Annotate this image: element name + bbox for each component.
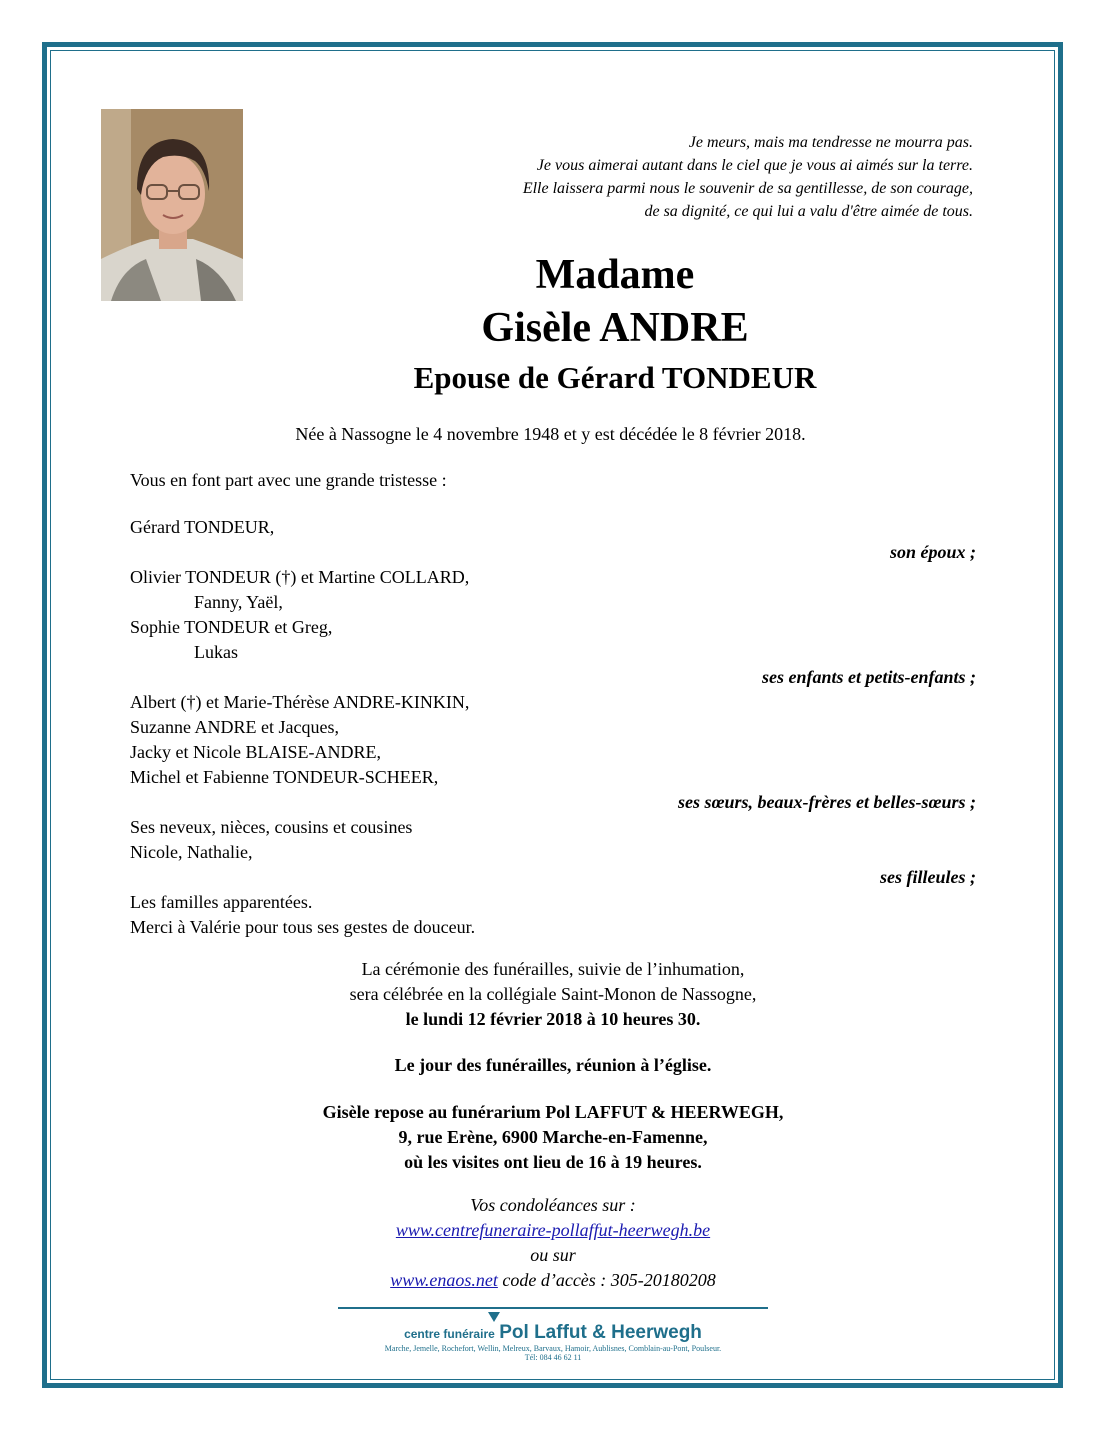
access-code: code d’accès : 305-20180208 — [502, 1270, 716, 1290]
quote-line: Je meurs, mais ma tendresse ne mourra pas. — [688, 134, 973, 151]
repose-info — [130, 1100, 976, 1175]
announcement-body — [130, 468, 976, 940]
family-line: Fanny, Yaël, — [194, 592, 283, 612]
quote-line: Elle laissera parmi nous le souvenir de sa gentillesse, de son courage, — [522, 180, 973, 197]
ceremony-info — [130, 957, 976, 1032]
spouse-line: Epouse de Gérard TONDEUR — [413, 360, 817, 395]
condolences-or: ou sur — [530, 1245, 576, 1265]
family-line: Sophie TONDEUR et Greg, — [130, 617, 333, 637]
announce-line: Vous en font part avec une grande tristesse : — [130, 470, 447, 490]
condolences-intro: Vos condoléances sur : — [470, 1195, 636, 1215]
family-line: Michel et Fabienne TONDEUR-SCHEER, — [130, 767, 439, 787]
funeral-home-logo — [338, 1310, 768, 1362]
ceremony-line: La cérémonie des funérailles, suivie de l’inhumation, — [361, 959, 745, 979]
reunion-line: Le jour des funérailles, réunion à l’église. — [394, 1055, 712, 1075]
logo-prefix: centre funéraire — [404, 1327, 495, 1341]
funeral-home-link[interactable]: www.centrefuneraire-pollaffut-heerwegh.be — [395, 1220, 711, 1240]
relation-label: son époux ; — [889, 542, 976, 562]
condolences-info — [130, 1193, 976, 1293]
repose-line: 9, rue Erène, 6900 Marche-en-Famenne, — [398, 1127, 708, 1147]
family-line: Suzanne ANDRE et Jacques, — [130, 717, 339, 737]
repose-line: Gisèle repose au funérarium Pol LAFFUT & HEERWEGH, — [322, 1102, 784, 1122]
logo-locations: Marche, Jemelle, Rochefort, Wellin, Melreux, Barvaux, Hamoir, Aublisnes, Comblain-au-Pont, Poulseur. — [384, 1344, 722, 1353]
family-line: Nicole, Nathalie, — [130, 842, 253, 862]
ceremony-line: sera célébrée en la collégiale Saint-Monon de Nassogne, — [349, 984, 757, 1004]
epitaph-quote — [273, 131, 973, 223]
family-line: Les familles apparentées. — [130, 892, 313, 912]
deceased-name: Gisèle ANDRE — [481, 305, 749, 351]
relation-label: ses enfants et petits-enfants ; — [762, 667, 976, 687]
salutation: Madame — [535, 252, 695, 298]
relation-label: ses sœurs, beaux-frères et belles-sœurs ; — [678, 792, 976, 812]
family-line: Jacky et Nicole BLAISE-ANDRE, — [130, 742, 381, 762]
family-line: Olivier TONDEUR (†) et Martine COLLARD, — [130, 567, 470, 587]
relation-label: ses filleules ; — [880, 867, 976, 887]
family-line: Gérard TONDEUR, — [130, 517, 275, 537]
logo-arrow-icon — [488, 1312, 500, 1322]
family-line: Ses neveux, nièces, cousins et cousines — [130, 817, 413, 837]
logo-name: Pol Laffut & Heerwegh — [499, 1322, 702, 1343]
logo-phone: Tél: 084 46 62 11 — [524, 1353, 582, 1362]
family-line: Albert (†) et Marie-Thérèse ANDRE-KINKIN, — [130, 692, 470, 712]
repose-line: où les visites ont lieu de 16 à 19 heures. — [404, 1152, 702, 1172]
ceremony-date: le lundi 12 février 2018 à 10 heures 30. — [405, 1009, 701, 1029]
enaos-link[interactable]: www.enaos.net — [390, 1270, 498, 1290]
thanks-line: Merci à Valérie pour tous ses gestes de douceur. — [130, 917, 476, 937]
footer-rule — [338, 1307, 768, 1309]
quote-line: de sa dignité, ce qui lui a valu d'être aimée de tous. — [644, 203, 973, 220]
birth-death-text: Née à Nassogne le 4 novembre 1948 et y est décédée le 8 février 2018. — [295, 424, 806, 444]
birth-death-line — [0, 424, 1105, 445]
quote-line: Je vous aimerai autant dans le ciel que je vous ai aimés sur la terre. — [536, 157, 973, 174]
family-line: Lukas — [194, 642, 238, 662]
